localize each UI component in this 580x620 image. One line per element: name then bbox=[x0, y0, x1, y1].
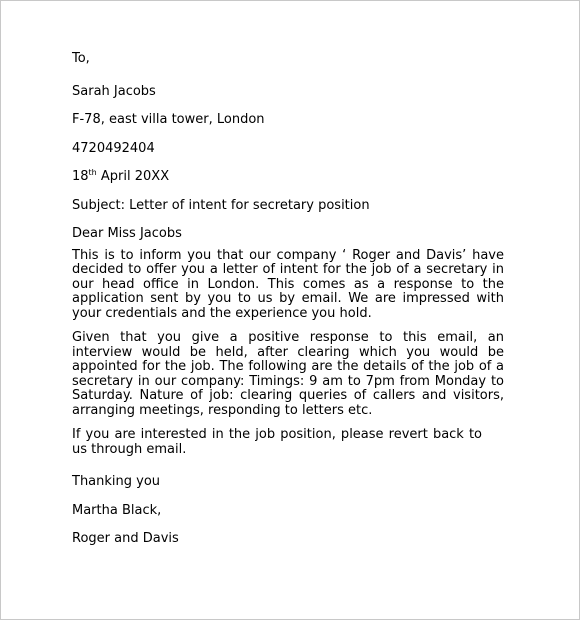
letter-body bbox=[72, 52, 504, 547]
letter-subject: Subject: Letter of intent for secretary position bbox=[72, 197, 370, 213]
date-day: 18 bbox=[72, 169, 89, 184]
recipient-address: F-78, east villa tower, London bbox=[72, 112, 265, 127]
paragraph-3: If you are interested in the job position, please revert back to us through email. bbox=[72, 427, 482, 457]
salutation-to: To, bbox=[72, 51, 90, 66]
letter-closing: Thanking you bbox=[72, 474, 161, 489]
signer-name: Martha Black, bbox=[72, 502, 162, 518]
letter-greeting: Dear Miss Jacobs bbox=[72, 226, 182, 241]
signer-company: Roger and Davis bbox=[72, 531, 179, 546]
paragraph-2: Given that you give a positive response to this email, an interview would be held, after clearing which you would be appointed for the job. The following are the details of the job of a secretary in our company: Timings: 9 am to 7pm from Monday to Saturday. Nature of job: clearing queries of callers and visitors, arranging meetings, responding to letters etc. bbox=[72, 330, 504, 418]
date-suffix: th bbox=[88, 168, 97, 177]
recipient-name: Sarah Jacobs bbox=[72, 83, 156, 99]
letter-date bbox=[72, 170, 504, 185]
date-rest: April 20XX bbox=[96, 169, 170, 184]
recipient-phone: 4720492404 bbox=[72, 140, 155, 156]
paragraph-1: This is to inform you that our company ‘ Roger and Davis’ have decided to offer you a letter of intent for the job of a secretary in our head office in London. This comes as a response to the application sent by you to us by email. We are impressed with your credentials and the experience you hold. bbox=[72, 247, 504, 321]
